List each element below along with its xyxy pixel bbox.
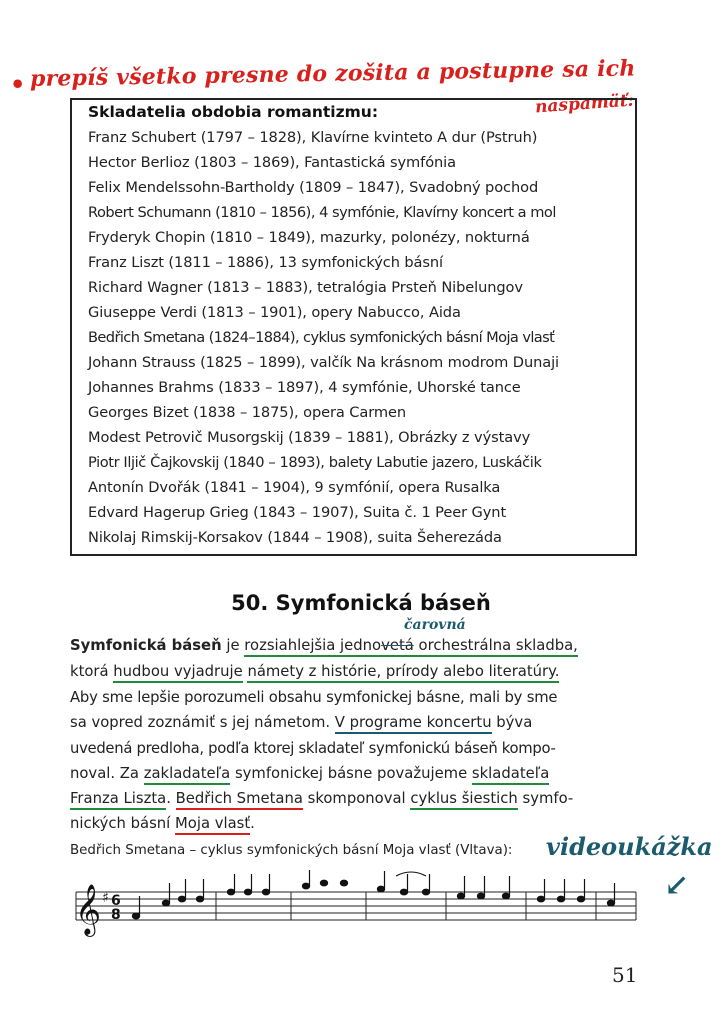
underlined-text: Bedřich Smetana — [176, 790, 303, 810]
composers-box-title: Skladatelia obdobia romantizmu: — [88, 103, 379, 121]
underlined-text: Franza Liszta — [70, 790, 166, 810]
composer-line: Richard Wagner (1813 – 1883), tetralógia Prsteň Nibelungov — [88, 279, 523, 296]
composer-line: Johannes Brahms (1833 – 1897), 4 symfónie, Uhorské tance — [88, 379, 521, 396]
paragraph-line-3: Aby sme lepšie porozumeli obsahu symfonickej básne, mali by sme — [70, 689, 558, 706]
paragraph-line-8 — [70, 815, 255, 832]
paragraph-line-5: uvedená predloha, podľa ktorej skladateľ symfonickú báseň kompo- — [70, 740, 556, 757]
text-segment: je — [221, 637, 245, 654]
underlined-text: skladateľa — [472, 765, 549, 785]
underlined-text: rozsiahlejšia jedno — [244, 637, 381, 657]
underlined-text: hudbou vyjadruje — [113, 663, 242, 683]
composer-line: Fryderyk Chopin (1810 – 1849), mazurky, polonézy, nokturná — [88, 229, 530, 246]
underlined-text: Moja vlasť — [175, 815, 250, 835]
underlined-text: cyklus šiestich — [410, 790, 517, 810]
handwritten-bullet: • — [10, 70, 26, 99]
underlined-text: námety z histórie, prírody alebo literatúry. — [247, 663, 559, 683]
paragraph-line-4 — [70, 714, 532, 731]
text-segment: sa vopred zoznámiť s jej námetom. — [70, 714, 335, 731]
text-segment: skomponoval — [302, 790, 411, 807]
video-note: videoukážka — [546, 832, 713, 861]
underlined-text: orchestrálna skladba, — [414, 637, 578, 657]
text-segment: noval. Za — [70, 765, 144, 782]
section-heading: 50. Symfonická báseň — [231, 591, 491, 615]
composer-line: Hector Berlioz (1803 – 1869), Fantastická symfónia — [88, 154, 456, 171]
handwritten-note-line1: prepíš všetko presne do zošita a postupne sa ich — [29, 55, 636, 92]
composer-line: Edvard Hagerup Grieg (1843 – 1907), Suita č. 1 Peer Gynt — [88, 504, 507, 521]
key-signature: ♯ — [102, 890, 109, 906]
arrow-down-left-icon: ↙ — [664, 868, 690, 903]
composer-line: Georges Bizet (1838 – 1875), opera Carmen — [88, 404, 407, 421]
composer-line: Felix Mendelssohn-Bartholdy (1809 – 1847), Svadobný pochod — [88, 179, 539, 196]
page-number: 51 — [612, 963, 638, 987]
handwritten-note-line2: naspamäť: — [534, 90, 635, 118]
paragraph-line-2 — [70, 663, 559, 680]
composer-line: Franz Schubert (1797 – 1828), Klavírne kvinteto A dur (Pstruh) — [88, 129, 538, 146]
composer-line: Modest Petrovič Musorgskij (1839 – 1881), Obrázky z výstavy — [88, 429, 531, 446]
text-segment: symfonickej básne považujeme — [230, 765, 472, 782]
time-signature-bottom: 8 — [111, 907, 121, 923]
crossed-out-text: vetá — [381, 637, 414, 657]
composer-line: Giuseppe Verdi (1813 – 1901), opery Nabucco, Aida — [88, 304, 461, 321]
paragraph-line-7 — [70, 790, 573, 807]
text-segment: nických básní — [70, 815, 176, 832]
paragraph-line-1 — [70, 637, 578, 654]
term-symphonic-poem: Symfonická báseň — [70, 637, 222, 654]
time-signature-top: 6 — [111, 893, 121, 909]
composer-line: Franz Liszt (1811 – 1886), 13 symfonických básní — [88, 254, 444, 271]
text-segment: ktorá — [70, 663, 114, 680]
music-score — [66, 866, 646, 946]
composer-line: Nikolaj Rimskij-Korsakov (1844 – 1908), suita Šeherezáda — [88, 529, 502, 546]
composer-line: Antonín Dvořák (1841 – 1904), 9 symfónií, opera Rusalka — [88, 479, 501, 496]
composer-line: Bedřich Smetana (1824–1884), cyklus symfonických básní Moja vlasť — [88, 329, 555, 346]
treble-clef: 𝄞 — [75, 884, 102, 935]
text-segment: býva — [491, 714, 533, 731]
text-segment: symfo- — [517, 790, 574, 807]
underlined-text: V programe koncertu — [335, 714, 492, 734]
text-segment: . — [250, 815, 255, 832]
composer-line: Johann Strauss (1825 – 1899), valčík Na krásnom modrom Dunaji — [88, 354, 559, 371]
paragraph-line-6 — [70, 765, 549, 782]
music-caption: Bedřich Smetana – cyklus symfonických básní Moja vlasť (Vltava): — [70, 843, 513, 858]
text-segment: . — [166, 790, 176, 807]
handwritten-insert-word: čarovná — [404, 617, 466, 633]
composer-line: Robert Schumann (1810 – 1856), 4 symfónie, Klavírny koncert a mol — [88, 204, 556, 221]
composer-line: Piotr Iljič Čajkovskij (1840 – 1893), balety Labutie jazero, Luskáčik — [88, 454, 542, 471]
underlined-text: zakladateľa — [144, 765, 231, 785]
